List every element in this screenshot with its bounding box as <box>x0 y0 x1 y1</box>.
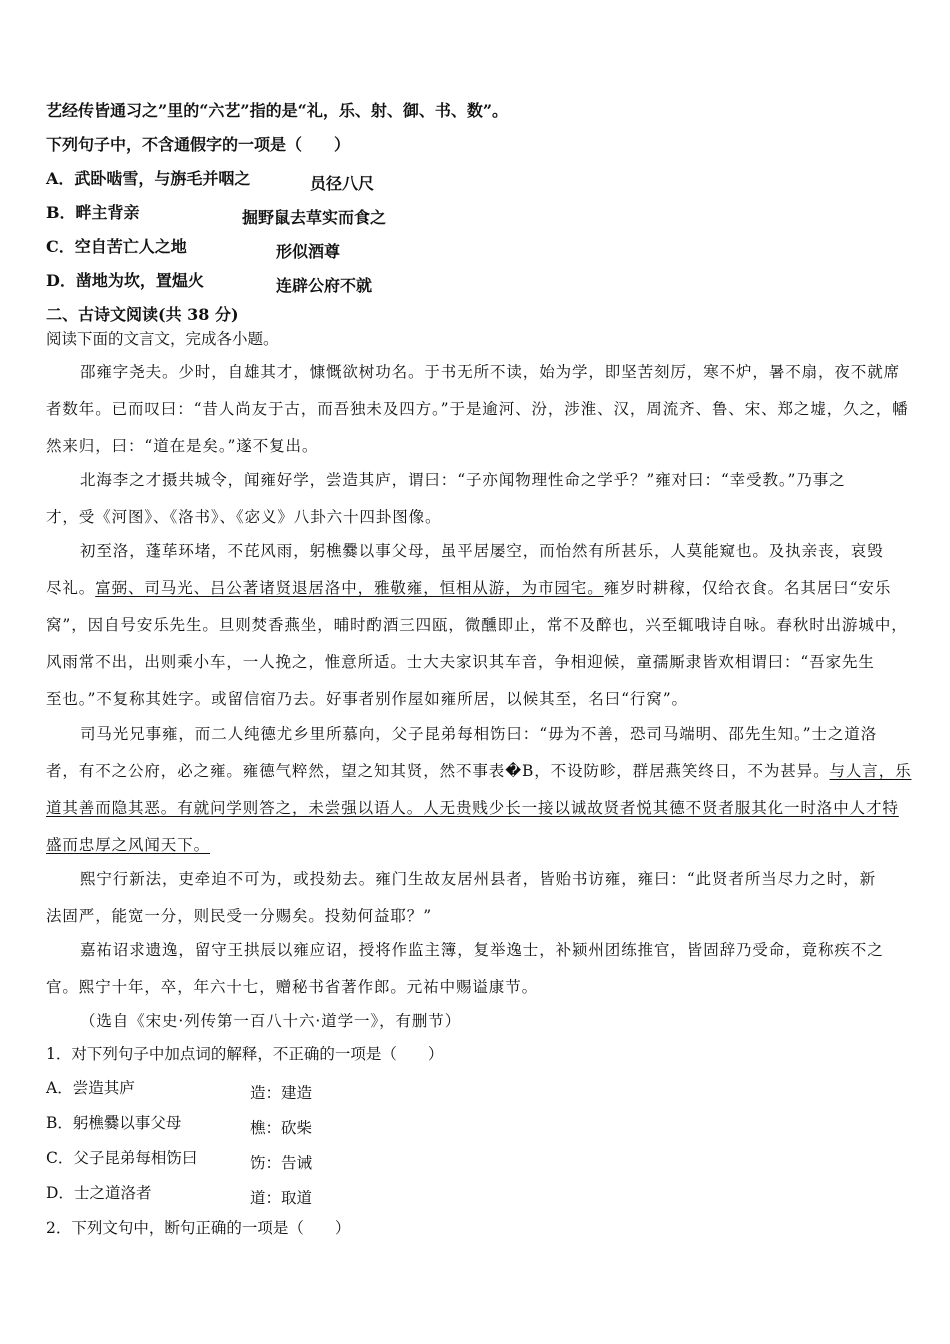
q1-option-b-gloss: 樵：砍柴 <box>250 1119 313 1137</box>
passage-line: 者数年。已而叹曰：“昔人尚友于古，而吾独未及四方。”于是逾河、汾，涉淮、汉，周流齐、鲁、宋、郑之墟，久之，幡 <box>46 400 909 418</box>
passage-line: 盛而忠厚之风闻天下。 <box>46 836 211 854</box>
option-letter: D． <box>46 1184 74 1202</box>
option-letter: A． <box>46 1079 73 1097</box>
option-left: 畔主背亲 <box>75 203 140 222</box>
passage-line: 才，受《河图》、《洛书》、《宓义》八卦六十四卦图像。 <box>46 508 442 526</box>
option-sentence: 尝造其庐 <box>72 1079 135 1097</box>
q2-stem: 2．下列文句中，断句正确的一项是（ ） <box>46 1219 351 1237</box>
option-left: 武卧啮雪，与旃毛并咽之 <box>74 169 251 188</box>
text: 雍岁时耕稼，仅给衣食。名其居曰“安乐 <box>603 579 892 597</box>
option-letter: C． <box>46 1149 74 1167</box>
q1-option-d <box>46 1186 151 1202</box>
underlined-sentence: 富弼、司马光、吕公著诸贤退居洛中，雅敬雍，恒相从游，为市园宅。 <box>95 579 604 597</box>
question-intro-tail: 艺经传皆通习之”里的“六艺”指的是“礼，乐、射、御、书、数”。 <box>46 101 509 120</box>
option-sentence: 父子昆弟每相饬曰 <box>73 1149 198 1167</box>
passage-line: 北海李之才摄共城令，闻雍好学，尝造其庐，谓曰：“子亦闻物理性命之学乎？”雍对曰：“幸受教。”乃事之 <box>80 471 846 489</box>
option-letter: D． <box>46 271 76 290</box>
option-letter: B． <box>46 1114 73 1132</box>
underlined-sentence: 与人言，乐 <box>829 762 912 780</box>
passage-line: 道其善而隐其恶。有就问学则答之，未尝强以语人。人无贵贱少长一接以诚故贤者悦其德不贤者服其化一时洛中人才特 <box>46 799 899 817</box>
option-b-right: 掘野鼠去草实而食之 <box>242 208 387 227</box>
passage-line: 然来归，曰：“道在是矣。”遂不复出。 <box>46 437 319 455</box>
q1-option-c <box>46 1151 197 1167</box>
section-title: 二、古诗文阅读(共 38 分) <box>46 305 239 324</box>
option-left: 凿地为坎，置煴火 <box>75 271 204 290</box>
option-b <box>46 205 140 221</box>
text: 者，有不之公府，必之雍。雍德气粹然，望之知其贤，然不事表�B，不设防畛，群居燕笑终日，不为甚异。 <box>46 762 830 780</box>
passage-source: （选自《宋史·列传第一百八十六·道学一》，有删节） <box>80 1012 462 1030</box>
passage-line: 初至洛，蓬荜环堵，不芘风雨，躬樵爨以事父母，虽平居屡空，而怡然有所甚乐，人莫能窥也。及执亲丧，哀毁 <box>80 542 884 560</box>
option-letter: A． <box>46 169 75 188</box>
option-a <box>46 171 250 187</box>
passage-line: 司马光兄事雍，而二人纯德尤乡里所慕向，父子昆弟每相饬曰：“毋为不善，恐司马端明、邵先生知。”士之道洛 <box>80 725 878 743</box>
option-letter: C． <box>46 237 75 256</box>
option-d <box>46 273 204 289</box>
q1-option-a-gloss: 造：建造 <box>250 1084 313 1102</box>
q1-option-b <box>46 1116 181 1132</box>
text: 尽礼。 <box>46 579 96 597</box>
option-a-right: 员径八尺 <box>310 174 375 193</box>
option-d-right: 连辟公府不就 <box>276 276 373 295</box>
option-c <box>46 239 187 255</box>
option-c-right: 形似酒尊 <box>276 242 341 261</box>
option-letter: B． <box>46 203 76 222</box>
question-stem: 下列句子中，不含通假字的一项是（ ） <box>46 135 351 154</box>
section-instruction: 阅读下面的文言文，完成各小题。 <box>46 330 279 348</box>
option-sentence: 士之道洛者 <box>73 1184 152 1202</box>
passage-line: 窝”，因自号安乐先生。旦则焚香燕坐，晡时酌酒三四瓯，微醺即止，常不及醉也，兴至辄哦诗自咏。春秋时出游城中， <box>46 616 908 634</box>
q1-option-d-gloss: 道：取道 <box>250 1189 313 1207</box>
passage-line: 至也。”不复称其姓字。或留信宿乃去。好事者别作屋如雍所居，以候其至，名曰“行窝”。 <box>46 690 688 708</box>
q1-option-a <box>46 1081 135 1097</box>
passage-line <box>46 764 912 780</box>
option-left: 空自苦亡人之地 <box>74 237 187 256</box>
passage-line: 熙宁行新法，吏牵迫不可为，或投劾去。雍门生故友居州县者，皆贻书访雍，雍曰：“此贤者所当尽力之时，新 <box>80 870 877 888</box>
passage-line: 法固严，能宽一分，则民受一分赐矣。投劾何益耶？” <box>46 907 433 925</box>
passage-line: 嘉祐诏求遗逸，留守王拱辰以雍应诏，授将作监主簿，复举逸士，补颍州团练推官，皆固辞乃受命，竟称疾不之 <box>80 941 884 959</box>
passage-line: 风雨常不出，出则乘小车，一人挽之，惟意所适。士大夫家识其车音，争相迎候，童孺厮隶皆欢相谓曰：“吾家先生 <box>46 653 875 671</box>
q1-stem: 1．对下列句子中加点词的解释，不正确的一项是（ ） <box>46 1045 444 1063</box>
passage-line: 官。熙宁十年，卒，年六十七，赠秘书省著作郎。元祐中赐谥康节。 <box>46 978 539 996</box>
option-sentence: 躬樵爨以事父母 <box>72 1114 182 1132</box>
q1-option-c-gloss: 饬：告诫 <box>250 1154 313 1172</box>
passage-line: 邵雍字尧夫。少时，自雄其才，慷慨欲树功名。于书无所不读，始为学，即坚苦刻厉，寒不炉，暑不扇，夜不就席 <box>80 363 901 381</box>
passage-line <box>46 581 891 597</box>
